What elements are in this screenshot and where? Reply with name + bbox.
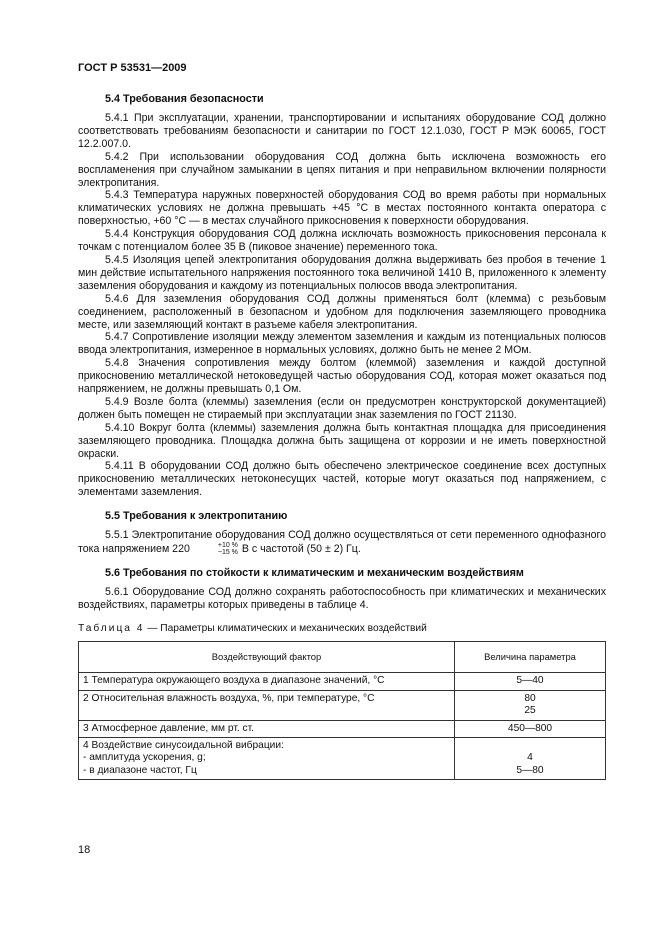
value-line: 80 — [524, 692, 536, 704]
paragraph: 5.6.1 Оборудование СОД должно сохранять работоспособность при климатических и механических воздействиях, параметры которых приведены в таблице 4. — [78, 586, 606, 611]
table-caption-label: Таблица 4 — [78, 622, 145, 634]
column-header-factor: Воздействующий фактор — [79, 642, 455, 673]
value-cell — [455, 737, 606, 779]
value-line: 25 — [524, 705, 536, 717]
voltage-tolerance — [191, 542, 238, 556]
factor-line: 3 Атмосферное давление, мм рт. ст. — [83, 722, 254, 734]
value-line: 5—40 — [516, 675, 544, 687]
paragraph: 5.4.11 В оборудовании СОД должно быть обеспечено электрическое соединение всех доступных прикосновению металлических нетоконесущих частей, которые могут оказаться под напряжением, с элементами заземления. — [78, 460, 606, 499]
paragraph-text: 5.5.1 Электропитание оборудования СОД должно осуществляться от сети переменного однофазного тока напряжением 220 — [78, 529, 606, 555]
value-line: 4 — [527, 752, 533, 764]
section-heading: 5.4 Требования безопасности — [105, 93, 264, 105]
paragraph-text: В с частотой (50 ± 2) Гц. — [238, 542, 361, 555]
column-header-value: Величина параметра — [455, 642, 606, 673]
document-code: ГОСТ Р 53531—2009 — [78, 62, 187, 74]
section-safety — [78, 92, 606, 499]
factor-line: - амплитуда ускорения, g; — [83, 752, 206, 764]
page-number: 18 — [78, 844, 91, 856]
section-heading: 5.6 Требования по стойкости к климатическим и механическим воздействиям — [105, 567, 524, 580]
table-header-row — [79, 642, 606, 673]
tolerance-minus: −15 % — [217, 549, 238, 557]
paragraph: 5.4.6 Для заземления оборудования СОД должны применяться болт (клемма) с резьбовым соединением, расположенный в безопасном и удобном для подключения заземляющего проводника месте, или заземляющий контакт в разъеме кабеля электропитания. — [78, 292, 606, 331]
paragraph: 5.4.7 Сопротивление изоляции между элементом заземления и каждым из потенциальных полюсов ввода электропитания, измеренное в нормальных условиях, должно быть не менее 2 МОм. — [78, 331, 606, 357]
table-caption-text: — Параметры климатических и механических воздействий — [144, 622, 427, 634]
factor-cell — [79, 690, 455, 720]
value-line: 5—80 — [516, 764, 544, 776]
paragraph: 5.4.10 Вокруг болта (клеммы) заземления должна быть контактная площадка для присоединения заземляющего проводника. Площадка должна быть защищена от коррозии и не иметь поверхностной окраски. — [78, 421, 606, 460]
table-row — [79, 720, 606, 737]
document-body — [78, 92, 606, 780]
parameters-table — [78, 641, 606, 780]
paragraph: 5.4.1 При эксплуатации, хранении, транспортировании и испытаниях оборудование СОД должно соответствовать требованиям безопасности и санитарии по ГОСТ 12.1.030, ГОСТ Р МЭК 60065, ГОСТ 12.2.007.0. — [78, 112, 606, 150]
table-caption — [78, 622, 606, 635]
paragraph: 5.4.4 Конструкция оборудования СОД должна исключать возможность прикосновения персонала к точкам с потенциалом более 35 В (пиковое значение) переменного тока. — [78, 228, 606, 254]
value-line — [459, 740, 601, 752]
factor-cell — [79, 720, 455, 737]
tolerance-plus: +10 % — [217, 542, 238, 550]
value-cell — [455, 690, 606, 720]
paragraph — [78, 529, 606, 556]
factor-line: 1 Температура окружающего воздуха в диапазоне значений, °С — [83, 675, 385, 687]
paragraph: 5.4.3 Температура наружных поверхностей оборудования СОД во время работы при нормальных климатических условиях не должна превышать +45 °С в местах постоянного контакта оператора с поверхностью, +60 °С — в местах случайного прикосновения к поверхности оборудования. — [78, 189, 606, 228]
paragraph: 5.4.8 Значения сопротивления между болтом (клеммой) заземления и каждой доступной прикосновению металлической нетоковедущей частью оборудования СОД, которая может оказаться под напряжением, не должны превышать 0,1 Ом. — [78, 357, 606, 396]
value-line: 450—800 — [507, 722, 553, 734]
factor-line: 2 Относительная влажность воздуха, %, при температуре, °С — [83, 692, 375, 704]
table-row — [79, 673, 606, 690]
table-row — [79, 690, 606, 720]
factor-cell — [79, 737, 455, 779]
value-cell — [455, 720, 606, 737]
section-heading: 5.5 Требования к электропитанию — [105, 510, 288, 523]
section-power-supply — [78, 509, 606, 556]
value-cell — [455, 673, 606, 690]
paragraph: 5.4.9 Возле болта (клеммы) заземления (если он предусмотрен конструкторской документацией) должен быть помещен не стираемый при эксплуатации знак заземления по ГОСТ 21130. — [78, 395, 606, 421]
paragraph: 5.4.2 При использовании оборудования СОД должна быть исключена возможность его воспламенения при случайном замыкании в цепях питания и при неправильном включении полярности электропитания. — [78, 150, 606, 189]
paragraph: 5.4.5 Изоляция цепей электропитания оборудования должна выдерживать без пробоя в течение 1 мин действие испытательного напряжения постоянного тока величиной 1410 В, приложенного к элементу заземления оборудования и каждому из потенциальных полюсов ввода электропитания. — [78, 253, 606, 292]
table-row — [79, 737, 606, 779]
section-environmental — [78, 566, 606, 612]
factor-cell — [79, 673, 455, 690]
factor-line: 4 Воздействие синусоидальной вибрации: — [83, 739, 284, 751]
factor-line: - в диапазоне частот, Гц — [83, 764, 197, 776]
